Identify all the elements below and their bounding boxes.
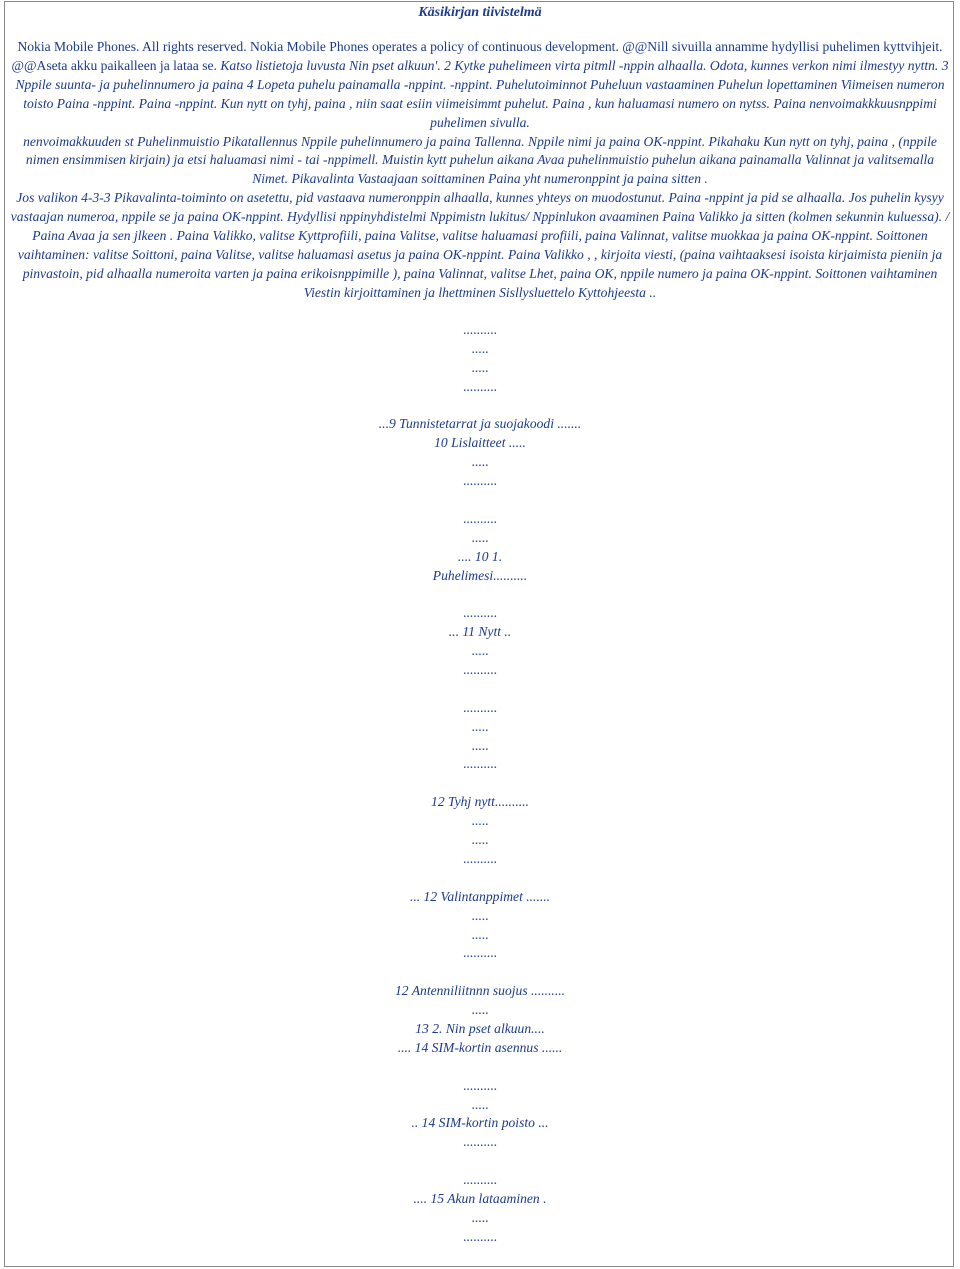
toc-line: ..... [471, 1002, 489, 1018]
toc-line: ..... [471, 737, 489, 753]
toc-line: ..... [471, 907, 489, 923]
toc-spacer [0, 963, 960, 982]
toc-line: ..... [471, 529, 489, 545]
toc-line: .......... [463, 1077, 497, 1093]
summary-paragraph [8, 38, 952, 133]
toc-line: ..... [471, 832, 489, 848]
toc-spacer [0, 869, 960, 888]
toc-line: ..... [471, 643, 489, 659]
toc-line: .......... [463, 605, 497, 621]
summary-paragraph [8, 133, 952, 190]
toc-spacer [0, 1058, 960, 1077]
toc-line: 13 2. Nin pset alkuun.... [415, 1020, 545, 1036]
toc-line: .......... [463, 699, 497, 715]
toc-line: ... 11 Nytt .. [448, 624, 512, 640]
summary-body [8, 38, 952, 303]
toc-line: .......... [463, 850, 497, 866]
toc-line: .......... [463, 1172, 497, 1188]
toc-line: ..... [471, 359, 489, 375]
toc-line: .......... [463, 756, 497, 772]
toc-line: .......... [463, 1228, 497, 1244]
document-title: Käsikirjan tiivistelmä [418, 5, 542, 20]
toc-line: ..... [471, 1209, 489, 1225]
table-of-contents [0, 321, 960, 1247]
toc-spacer [0, 680, 960, 699]
paragraph-text: Jos valikon 4-3-3 Pikavalinta-toiminto on asetettu, pid vastaava numeronppin alhaalla, kunnes yhteys on muodostunut. Paina -nppint ja pid se alhaalla. Jos puhelin kysyy vastaajan numeroa, nppile se ja paina OK-nppint. Hydyllisi nppinyhdistelmi Nppimistn lukitus/ Nppinlukon avaaminen Paina Valikko ja sitten (kolmen sekunnin kuluessa). / Paina Avaa ja sen jlkeen . Paina Valikko, valitse Kyttprofiili, paina Valitse, valitse haluamasi profiili, paina Valinnat, valitse muokkaa ja paina OK-nppint. Soittonen vaihtaminen: valitse Soittoni, paina Valitse, valitse haluamasi asetus ja paina OK-nppint. Paina Valikko , , kirjoita viesti, (paina vaihtaaksesi isoista kirjaimista pieniin ja pinvastoin, pid alhaalla numeroita varten ja paina erikoisnppimille ), paina Valinnat, valitse Lhet, paina OK, nppile numero ja paina OK-nppint. Soittonen vaihtaminen Viestin kirjoittaminen ja lhettminen Sisllysluettelo Kyttohjeesta .. [10, 190, 950, 300]
toc-line: ... 12 Valintanppimet ....... [409, 888, 551, 904]
toc-line: 10 Lislaitteet ..... [434, 435, 526, 451]
toc-line: .......... [463, 1134, 497, 1150]
toc-spacer [0, 585, 960, 604]
toc-line: .......... [463, 378, 497, 394]
toc-line: .......... [463, 662, 497, 678]
toc-line: .... 14 SIM-kortin asennus ...... [397, 1039, 563, 1055]
toc-line: .......... [463, 510, 497, 526]
toc-line: .......... [463, 473, 497, 489]
toc-line: ..... [471, 340, 489, 356]
toc-line: ..... [471, 813, 489, 829]
toc-line: ..... [471, 718, 489, 734]
toc-spacer [0, 774, 960, 793]
summary-paragraph [8, 189, 952, 302]
toc-line: ..... [471, 926, 489, 942]
toc-line: Puhelimesi.......... [432, 567, 528, 583]
toc-spacer [0, 491, 960, 510]
toc-spacer [0, 1152, 960, 1171]
toc-line: .. 14 SIM-kortin poisto ... [411, 1115, 549, 1131]
paragraph-text: nenvoimakkuuden st Puhelinmuistio Pikatallennus Nppile puhelinnumero ja paina Tallenna. Nppile nimi ja paina OK-nppint. Pikahaku Kun nytt on tyhj, paina , (nppile nimen ensimmisen kirjain) ja etsi haluamasi nimi - tai -nppimell. Muistin kytt puhelun aikana Avaa puhelinmuistio puhelun aikana painamalla Valinnat ja valitsemalla Nimet. Pikavalinta Vastaajaan soittaminen Paina yht numeronppint ja paina sitten . [23, 133, 937, 187]
toc-spacer [0, 397, 960, 416]
toc-line: .... 15 Akun lataaminen . [413, 1190, 547, 1206]
toc-line: ...9 Tunnistetarrat ja suojakoodi ....... [378, 416, 582, 432]
toc-line: 12 Antenniliitnnn suojus .......... [394, 983, 566, 999]
toc-line: .......... [463, 322, 497, 337]
toc-line: ..... [471, 1096, 489, 1112]
paragraph-text: Katso listietoja luvusta Nin pset alkuun'. 2 Kytke puhelimeen virta pitmll -nppin alhaalla. Odota, kunnes verkon nimi ilmestyy nyttn. 3 Nppile suunta- ja puhelinnumero ja paina 4 Lopeta puhelu painamalla -nppint. -nppint. Puhelutoiminnot Puheluun vastaaminen Puhelun lopettaminen Viimeisen numeron toisto Paina -nppint. Paina -nppint. Kun nytt on tyhj, paina , niin saat esiin viimeisimmt puhelut. Paina , kun haluamasi numero on nytss. Paina nenvoimakkkuusnppimi puhelimen sivulla. [15, 57, 949, 130]
toc-line: .......... [463, 945, 497, 961]
toc-line: .... 10 1. [457, 548, 503, 564]
toc-line: ..... [471, 454, 489, 470]
toc-line: 12 Tyhj nytt.......... [431, 794, 529, 810]
paragraph-text: Nokia Mobile Phones. All rights reserved. Nokia Mobile Phones operates a policy of continuous development. @@Nill sivuilla annamme hydyllisi puhelimen kyttvihjeit. @@Aseta akku paikalleen ja lataa se. [11, 39, 943, 73]
